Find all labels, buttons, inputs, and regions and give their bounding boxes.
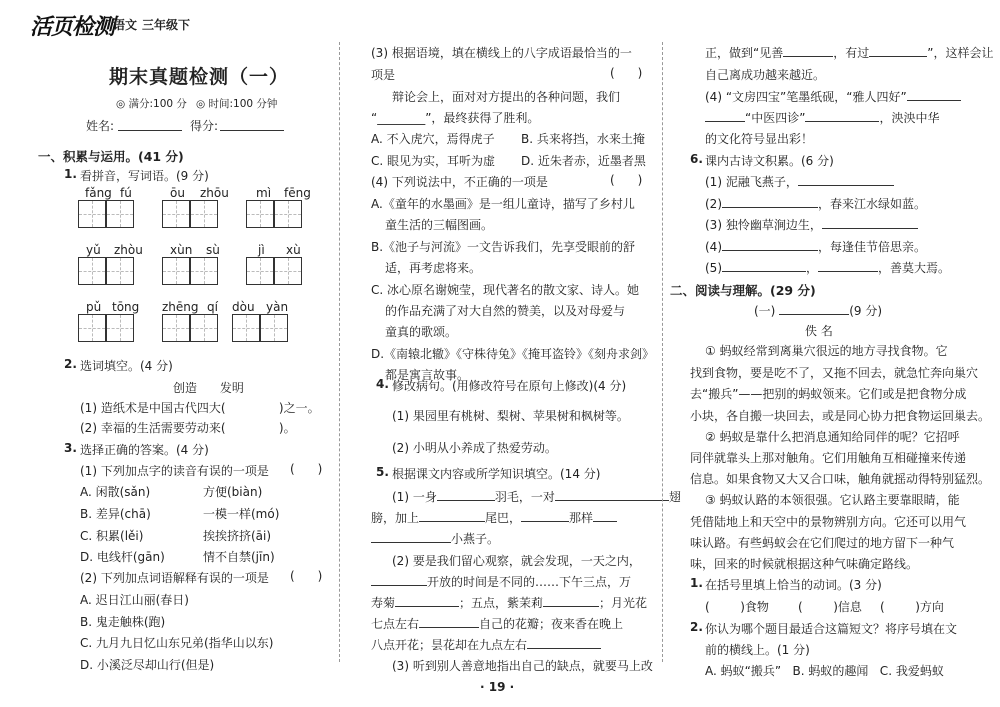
q3-opt: B. 兵来将挡，水来土掩 — [521, 132, 645, 146]
column-divider — [662, 42, 663, 662]
writing-cell[interactable] — [190, 200, 218, 228]
q6-item: (4) ，每逢佳节倍思亲。 — [705, 240, 927, 254]
pinyin: dòu — [232, 300, 255, 314]
q3-sub3b: 项是 — [371, 68, 396, 82]
pinyin: zhēng — [162, 300, 199, 314]
fill-blank[interactable] — [907, 88, 961, 101]
fill-blank[interactable] — [527, 636, 601, 649]
writing-cell[interactable] — [106, 314, 134, 342]
pinyin: fēng — [284, 186, 311, 200]
page-number: · 19 · — [480, 680, 515, 694]
writing-cell[interactable] — [274, 257, 302, 285]
pinyin: fǎng — [85, 186, 112, 200]
rq2-text: 你认为哪个题目最适合这篇短文？将序号填在文 — [705, 622, 958, 636]
fill-blank[interactable] — [593, 509, 617, 522]
pinyin: yǔ — [86, 243, 101, 257]
rq1-text: 在括号里填上恰当的动词。(3 分) — [705, 578, 882, 592]
q3-opt: 童生活的三幅图画。 — [385, 218, 494, 232]
q3-opt: B. 鬼走触株(跑) — [80, 615, 166, 629]
pinyin: jì — [258, 243, 265, 257]
q5-text: (2) 要是我们留心观察，就会发现，一天之内， — [392, 554, 641, 568]
q6-text: 课内古诗文积累。(6 分) — [705, 154, 834, 168]
passage-line: 同伴就靠头上那对触角。它们用触角互相碰撞来传递 — [690, 451, 967, 465]
pinyin: ōu — [170, 186, 185, 200]
exam-time: ◎ 时间:100 分钟 — [196, 98, 278, 110]
column-divider — [339, 42, 340, 662]
q2-item: (2) 幸福的生活需要劳动来( )。 — [80, 421, 296, 435]
fill-blank[interactable] — [555, 488, 669, 501]
pinyin: xù — [286, 243, 301, 257]
fill-blank[interactable] — [371, 530, 451, 543]
q3-sub3c: 辩论会上，面对对方提出的各种问题，我们 — [392, 90, 621, 104]
q2-number: 2. — [64, 357, 77, 371]
q2-text: 选词填空。(4 分) — [80, 359, 173, 373]
passage-line: 味认路。有些蚂蚁会在它们爬过的地方留下一种气 — [690, 536, 955, 550]
fill-blank[interactable] — [783, 44, 833, 57]
name-field[interactable] — [118, 117, 182, 131]
full-score: ◎ 满分:100 分 — [116, 98, 187, 110]
q3-sub1: (1) 下列加点字的读音有误的一项是 — [80, 464, 269, 478]
writing-cell[interactable] — [78, 257, 106, 285]
q1-number: 1. — [64, 167, 77, 181]
right-text: 正，做到“见善 ，有过 ”，这样会让 — [705, 46, 994, 60]
q5-text: 小燕子。 — [371, 530, 499, 547]
writing-cell[interactable] — [274, 200, 302, 228]
score-label: 得分: — [190, 119, 219, 133]
fill-blank[interactable] — [818, 259, 878, 272]
fill-blank[interactable] — [395, 594, 459, 607]
right-text: 自己离成功越来越近。 — [705, 68, 826, 82]
q3-opt: C. 冰心原名谢婉莹，现代著名的散文家、诗人。她 — [371, 283, 640, 297]
fill-blank[interactable] — [419, 509, 485, 522]
pinyin: pǔ — [86, 300, 102, 314]
writing-cell[interactable] — [190, 314, 218, 342]
q6-item: (2) ，春来江水绿如蓝。 — [705, 197, 927, 211]
q3-opt: 一模一样(mó) — [203, 507, 280, 521]
fill-blank[interactable] — [805, 109, 879, 122]
passage-line: 小块，各自搬一块回去，或是同心协力把食物运回巢去。 — [690, 409, 991, 423]
right-text: (4) “文房四宝”笔墨纸砚，“雅人四好” — [705, 88, 961, 105]
brand-logo: 活页检测 — [30, 15, 115, 40]
q3-opt: D. 小溪泛尽却山行(但是) — [80, 658, 215, 672]
q3-opt: D.《南辕北辙》《守株待兔》《掩耳盗铃》《刻舟求剑》 — [371, 347, 655, 361]
q3-opt: A. 闲散(sǎn) — [80, 485, 151, 499]
writing-cell[interactable] — [246, 200, 274, 228]
q3-number: 3. — [64, 441, 77, 455]
writing-cell[interactable] — [78, 200, 106, 228]
q6-item: (3) 独怜幽草涧边生， — [705, 216, 918, 233]
pinyin: mì — [256, 186, 272, 200]
writing-cell[interactable] — [106, 257, 134, 285]
rq2-text: 前的横线上。(1 分) — [705, 643, 810, 657]
pinyin: tōng — [112, 300, 140, 314]
q5-text: (1) 一身 羽毛，一对 翅 — [392, 490, 681, 504]
rq1-item[interactable]: ( )信息 — [798, 600, 862, 614]
q3-opt: 挨挨挤挤(āi) — [203, 529, 272, 543]
q4-number: 4. — [376, 377, 389, 391]
fill-blank[interactable] — [722, 195, 818, 208]
fill-blank[interactable] — [722, 259, 806, 272]
q3-opt: B. 差异(chā) — [80, 507, 151, 521]
writing-cell[interactable] — [162, 200, 190, 228]
q5-text: 膀，加上 尾巴， 那样 — [371, 509, 617, 526]
fill-blank[interactable] — [798, 173, 894, 186]
q3-opt: A. 不入虎穴，焉得虎子 — [371, 132, 495, 146]
q3-sub3d: “________”，最终获得了胜利。 — [371, 111, 540, 125]
writing-cell[interactable] — [232, 314, 260, 342]
page-title: 期末真题检测（一） — [109, 66, 290, 88]
q3-text: 选择正确的答案。(4 分) — [80, 443, 209, 457]
rq2-number: 2. — [690, 620, 703, 634]
q3-opt: B.《池子与河流》一文告诉我们，先享受眼前的舒 — [371, 240, 636, 254]
q1-text: 看拼音，写词语。(9 分) — [80, 169, 209, 183]
fill-blank[interactable] — [419, 615, 479, 628]
writing-cell[interactable] — [162, 314, 190, 342]
q6-number: 6. — [690, 152, 703, 166]
passage-line: 信息。如果食物又大又合口味，触角就摇动得特别猛烈。 — [690, 472, 991, 486]
q2-options: 创造 发明 — [173, 381, 244, 395]
name-label: 姓名: — [86, 119, 115, 133]
writing-cell[interactable] — [260, 314, 288, 342]
fill-blank[interactable] — [822, 216, 918, 229]
q5-number: 5. — [376, 465, 389, 479]
passage-line: 凭借陆地上和天空中的景物辨别方向。它还可以用气 — [690, 515, 967, 529]
passage-line: 找到食物，要是吃不了，又拖不回去，就急忙奔向巢穴 — [690, 366, 979, 380]
q4-item: (1) 果园里有桃树、梨树、苹果树和枫树等。 — [392, 409, 629, 423]
q3-opt: 方便(biàn) — [203, 485, 263, 499]
q3-sub3: (3) 根据语境，填在横线上的八字成语最恰当的一 — [371, 46, 632, 60]
passage-author: 佚 名 — [805, 324, 833, 338]
q3-sub2: (2) 下列加点词语解释有误的一项是 — [80, 571, 269, 585]
rq2-options: A. 蚂蚁“搬兵” B. 蚂蚁的趣闻 C. 我爱蚂蚁 — [705, 664, 944, 678]
writing-cell[interactable] — [106, 200, 134, 228]
writing-cell[interactable] — [162, 257, 190, 285]
passage-line: ② 蚂蚁是靠什么把消息通知给同伴的呢？它招呼 — [705, 430, 960, 444]
fill-blank[interactable] — [705, 109, 745, 122]
fill-blank[interactable] — [371, 573, 427, 586]
q4-item: (2) 小明从小养成了热爱劳动。 — [392, 441, 557, 455]
q5-text: 寿菊 ；五点，紫茉莉 ；月光花 — [371, 596, 648, 610]
pinyin: xùn — [170, 243, 193, 257]
part2-heading: 二、阅读与理解。(29 分) — [670, 283, 816, 298]
passage-line: ① 蚂蚁经常到离巢穴很远的地方寻找食物。它 — [705, 344, 948, 358]
passage-header: (一) (9 分) — [754, 304, 883, 318]
answer-paren[interactable]: ( ) — [610, 173, 643, 187]
q3-opt: D. 电线杆(gān) — [80, 550, 165, 564]
pinyin: zhōu — [200, 186, 229, 200]
q5-text: 开放的时间是不同的……下午三点，万 — [371, 573, 631, 590]
q3-opt: C. 九月九日忆山东兄弟(指华山以东) — [80, 636, 274, 650]
pinyin: fú — [120, 186, 132, 200]
q5-text: 八点开花；昙花却在九点左右 — [371, 636, 601, 653]
fill-blank[interactable] — [521, 509, 569, 522]
rq1-number: 1. — [690, 576, 703, 590]
q3-opt: 童真的歌颂。 — [385, 325, 458, 339]
q2-item: (1) 造纸术是中国古代四大( )之一。 — [80, 401, 320, 415]
q3-opt: C. 积累(lěi) — [80, 529, 144, 543]
writing-cell[interactable] — [246, 257, 274, 285]
title-blank[interactable] — [779, 302, 849, 315]
q4-text: 修改病句。(用修改符号在原句上修改)(4 分) — [392, 379, 627, 393]
answer-paren[interactable]: ( ) — [290, 462, 323, 476]
fill-blank[interactable] — [869, 44, 927, 57]
grade-label: 三年级下 — [142, 18, 191, 32]
q3-opt: A.《童年的水墨画》是一组儿童诗，描写了乡村儿 — [371, 197, 635, 211]
right-text: 的文化符号显出彩！ — [705, 132, 814, 146]
writing-cell[interactable] — [78, 314, 106, 342]
part1-heading: 一、积累与运用。(41 分) — [38, 149, 184, 164]
pinyin: qí — [207, 300, 218, 314]
rq1-item[interactable]: ( )方向 — [880, 600, 944, 614]
passage-line: 味，回来的时候就根据这种气味确定路线。 — [690, 557, 919, 571]
q3-opt: D. 近朱者赤，近墨者黑 — [521, 154, 646, 168]
q3-opt: 的作品充满了对大自然的赞美，以及对母爱与 — [385, 304, 626, 318]
score-field[interactable] — [220, 117, 284, 131]
answer-paren[interactable]: ( ) — [290, 569, 323, 583]
pinyin: sù — [206, 243, 220, 257]
q3-sub4: (4) 下列说法中，不正确的一项是 — [371, 175, 548, 189]
q5-text: (3) 听到别人善意地指出自己的缺点，就要马上改 — [392, 659, 653, 673]
fill-blank[interactable] — [722, 238, 818, 251]
fill-blank[interactable] — [543, 594, 599, 607]
q3-opt: 都是寓言故事。 — [385, 368, 470, 382]
q5-text: 根据课文内容或所学知识填空。(14 分) — [392, 467, 601, 481]
passage-line: ③ 蚂蚁认路的本领很强。它认路主要靠眼睛，能 — [705, 493, 960, 507]
answer-paren[interactable]: ( ) — [610, 66, 643, 80]
writing-cell[interactable] — [190, 257, 218, 285]
q3-opt: C. 眼见为实，耳听为虚 — [371, 154, 496, 168]
q5-text: 七点左右 自己的花瓣；夜来香在晚上 — [371, 617, 624, 631]
passage-line: 去“搬兵”——把别的蚂蚁领来。它们或是把食物分成 — [690, 387, 967, 401]
pinyin: zhòu — [114, 243, 143, 257]
q3-opt: A. 迟日江山丽(春日) — [80, 593, 189, 607]
pinyin: yàn — [266, 300, 289, 314]
fill-blank[interactable] — [437, 488, 495, 501]
rq1-item[interactable]: ( )食物 — [705, 600, 769, 614]
q3-opt: 情不自禁(jīn) — [203, 550, 275, 564]
q6-item: (1) 泥融飞燕子， — [705, 173, 894, 190]
q3-opt: 适，再考虑将来。 — [385, 261, 482, 275]
q6-item: (5) ， ，善莫大焉。 — [705, 261, 951, 275]
subject-label: 语文 — [113, 18, 138, 32]
right-text: “中医四诊” ，泱泱中华 — [705, 109, 939, 126]
